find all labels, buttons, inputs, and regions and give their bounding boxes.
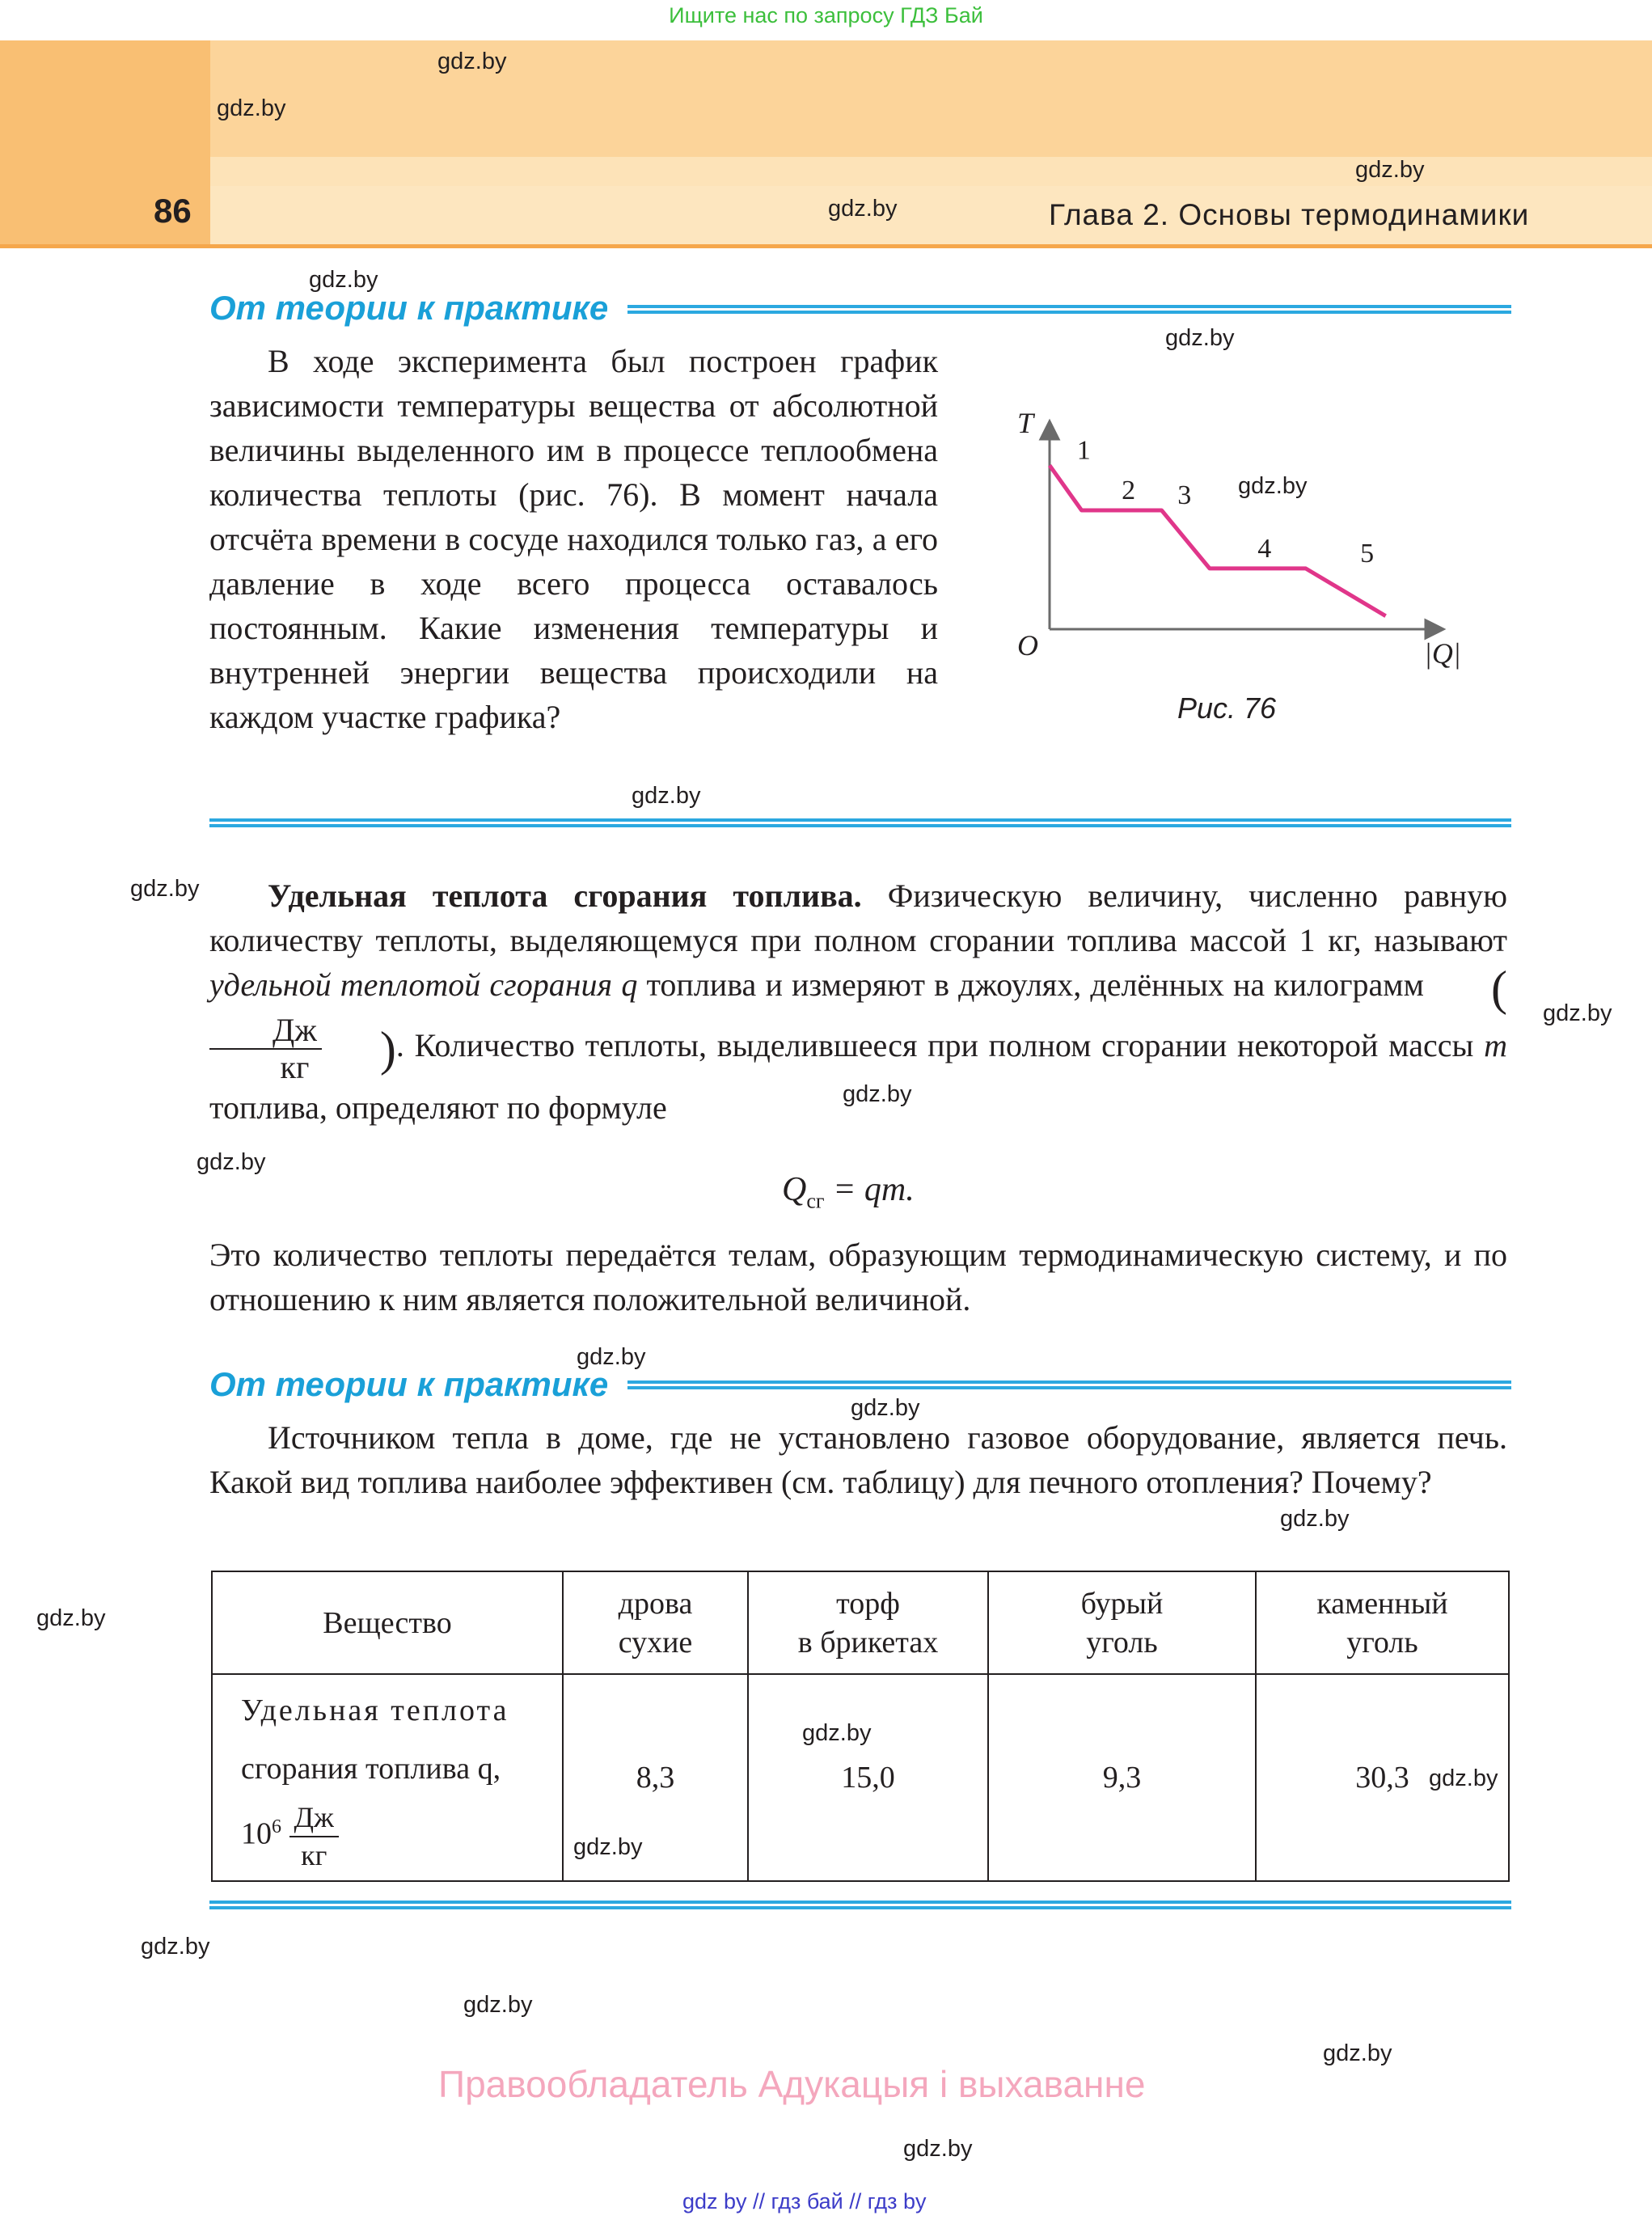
unit-numerator: Дж: [209, 1013, 322, 1050]
section3-text: Источником тепла в доме, где не установлено газовое оборудование, является печь. Какой вид топлива наиболее эффективен (см. таблицу) для печного отопления? Почему?: [209, 1419, 1507, 1500]
paren-left: (: [1491, 961, 1508, 1015]
unit-denominator: кг: [280, 1048, 310, 1085]
section-title-rule: [627, 1380, 1511, 1389]
figure-caption: Рис. 76: [1177, 691, 1277, 725]
watermark: gdz.by: [217, 95, 286, 121]
unit-fraction: [209, 1013, 322, 1085]
y-axis-label: T: [1017, 407, 1034, 439]
footer-links[interactable]: gdz by // гдз бай // гдз by: [682, 2189, 927, 2213]
table-header-cell: торф в брикетах: [748, 1571, 988, 1674]
section2-text-4: топлива, определяют по формуле: [209, 1089, 667, 1126]
formula-rhs: = qm.: [833, 1171, 915, 1208]
table-header-cell: бурый уголь: [988, 1571, 1256, 1674]
table-cell-value: 9,3: [988, 1674, 1256, 1881]
watermark: gdz.by: [573, 1834, 643, 1860]
section-title-theory-practice-1: От теории к практике: [209, 289, 609, 327]
watermark: gdz.by: [309, 267, 378, 293]
fuel-table: [211, 1571, 1510, 1882]
watermark: gdz.by: [802, 1720, 872, 1746]
table-header-substance: Вещество: [212, 1571, 563, 1674]
page-number: 86: [154, 192, 192, 230]
watermark: gdz.by: [851, 1395, 920, 1421]
watermark: gdz.by: [1429, 1765, 1498, 1791]
top-search-note: Ищите нас по запросу ГДЗ Бай: [669, 3, 983, 27]
segment-label-4: 4: [1257, 533, 1272, 564]
table-cell-value: 30,3: [1256, 1674, 1509, 1881]
figure-76-chart: [1003, 388, 1488, 704]
watermark: gdz.by: [1165, 325, 1235, 351]
table-cell-value: 8,3: [563, 1674, 748, 1881]
x-axis-label: |Q|: [1424, 637, 1461, 670]
segment-label-2: 2: [1122, 476, 1136, 505]
section2-text-1: Физическую величину, численно равную количеству теплоты, выделяющемуся при полном сгорании топлива массой 1 кг, называют: [209, 877, 1507, 958]
table-row-label: Удельная теплота сгорания топлива q, $10^6$ $\frac{Дж}{кг}$: [212, 1674, 563, 1881]
heat-formula: [782, 1170, 915, 1213]
section1-text: В ходе эксперимента был построен график зависимости температуры вещества от абсолютной величины выделенного им в процессе теплообмена количества теплоты (рис. 76). В момент начала отсчёта времени в сосуде находился только газ, а его давление в ходе всего процесса оставалось постоянным. Какие изменения температуры и внутренней энергии вещества происходили на каждом участке графика?: [209, 343, 938, 735]
section2-text-2: топлива и измеряют в джоулях, делённых на килограмм: [646, 966, 1424, 1003]
section2-after-text: Это количество теплоты передаётся телам, образующим термодинамическую систему, и по отношению к ним является положительной величиной.: [209, 1237, 1507, 1317]
formula-lhs: Q: [782, 1171, 807, 1208]
header-rule: [0, 244, 1652, 248]
segment-label-5: 5: [1360, 538, 1375, 569]
watermark: gdz.by: [577, 1344, 646, 1370]
temperature-curve: [1050, 465, 1386, 615]
section-title-rule: [627, 305, 1511, 314]
formula-subscript: сг: [806, 1189, 825, 1213]
watermark: gdz.by: [1280, 1506, 1350, 1532]
section-end-rule: [209, 818, 1511, 827]
section-title-theory-practice-2: От теории к практике: [209, 1365, 609, 1403]
table-header-cell: дрова сухие: [563, 1571, 748, 1674]
watermark: gdz.by: [1543, 1000, 1612, 1026]
chapter-title: Глава 2. Основы термодинамики: [1049, 198, 1530, 231]
watermark: gdz.by: [463, 1992, 533, 2018]
paren-right: ): [379, 1021, 396, 1076]
segment-label-3: 3: [1177, 480, 1192, 510]
section2-after-paragraph: [209, 1233, 1507, 1321]
section-end-rule: [209, 1901, 1511, 1909]
term-italic: удельной теплотой сгорания: [209, 966, 613, 1003]
copyright-note: Правообладатель Адукацыя і выхаванне: [438, 2063, 1146, 2105]
symbol-m: m: [1484, 1027, 1508, 1063]
watermark: gdz.by: [196, 1149, 266, 1175]
table-header-cell: каменный уголь: [1256, 1571, 1509, 1674]
watermark: gdz.by: [1238, 473, 1308, 499]
watermark: gdz.by: [632, 783, 701, 809]
origin-label: O: [1017, 629, 1038, 662]
symbol-q: q: [621, 966, 638, 1003]
watermark: gdz.by: [1323, 2040, 1392, 2066]
watermark: gdz.by: [437, 49, 507, 74]
section2-paragraph: [209, 873, 1507, 1130]
segment-label-1: 1: [1076, 435, 1091, 466]
section2-text-3: . Количество теплоты, выделившееся при полном сгорании некоторой массы: [395, 1027, 1474, 1063]
watermark: gdz.by: [843, 1081, 912, 1107]
table-row: [212, 1674, 1509, 1881]
watermark: gdz.by: [828, 196, 898, 222]
table-cell-value: 15,0: [748, 1674, 988, 1881]
section3-paragraph: [209, 1415, 1507, 1504]
table-header-row: [212, 1571, 1509, 1674]
section1-paragraph: [209, 339, 938, 739]
watermark: gdz.by: [36, 1605, 106, 1631]
watermark: gdz.by: [141, 1934, 210, 1960]
watermark: gdz.by: [130, 876, 200, 902]
term-title: Удельная теплота сгорания топлива.: [268, 877, 862, 914]
watermark: gdz.by: [1355, 157, 1425, 183]
watermark: gdz.by: [903, 2136, 973, 2162]
